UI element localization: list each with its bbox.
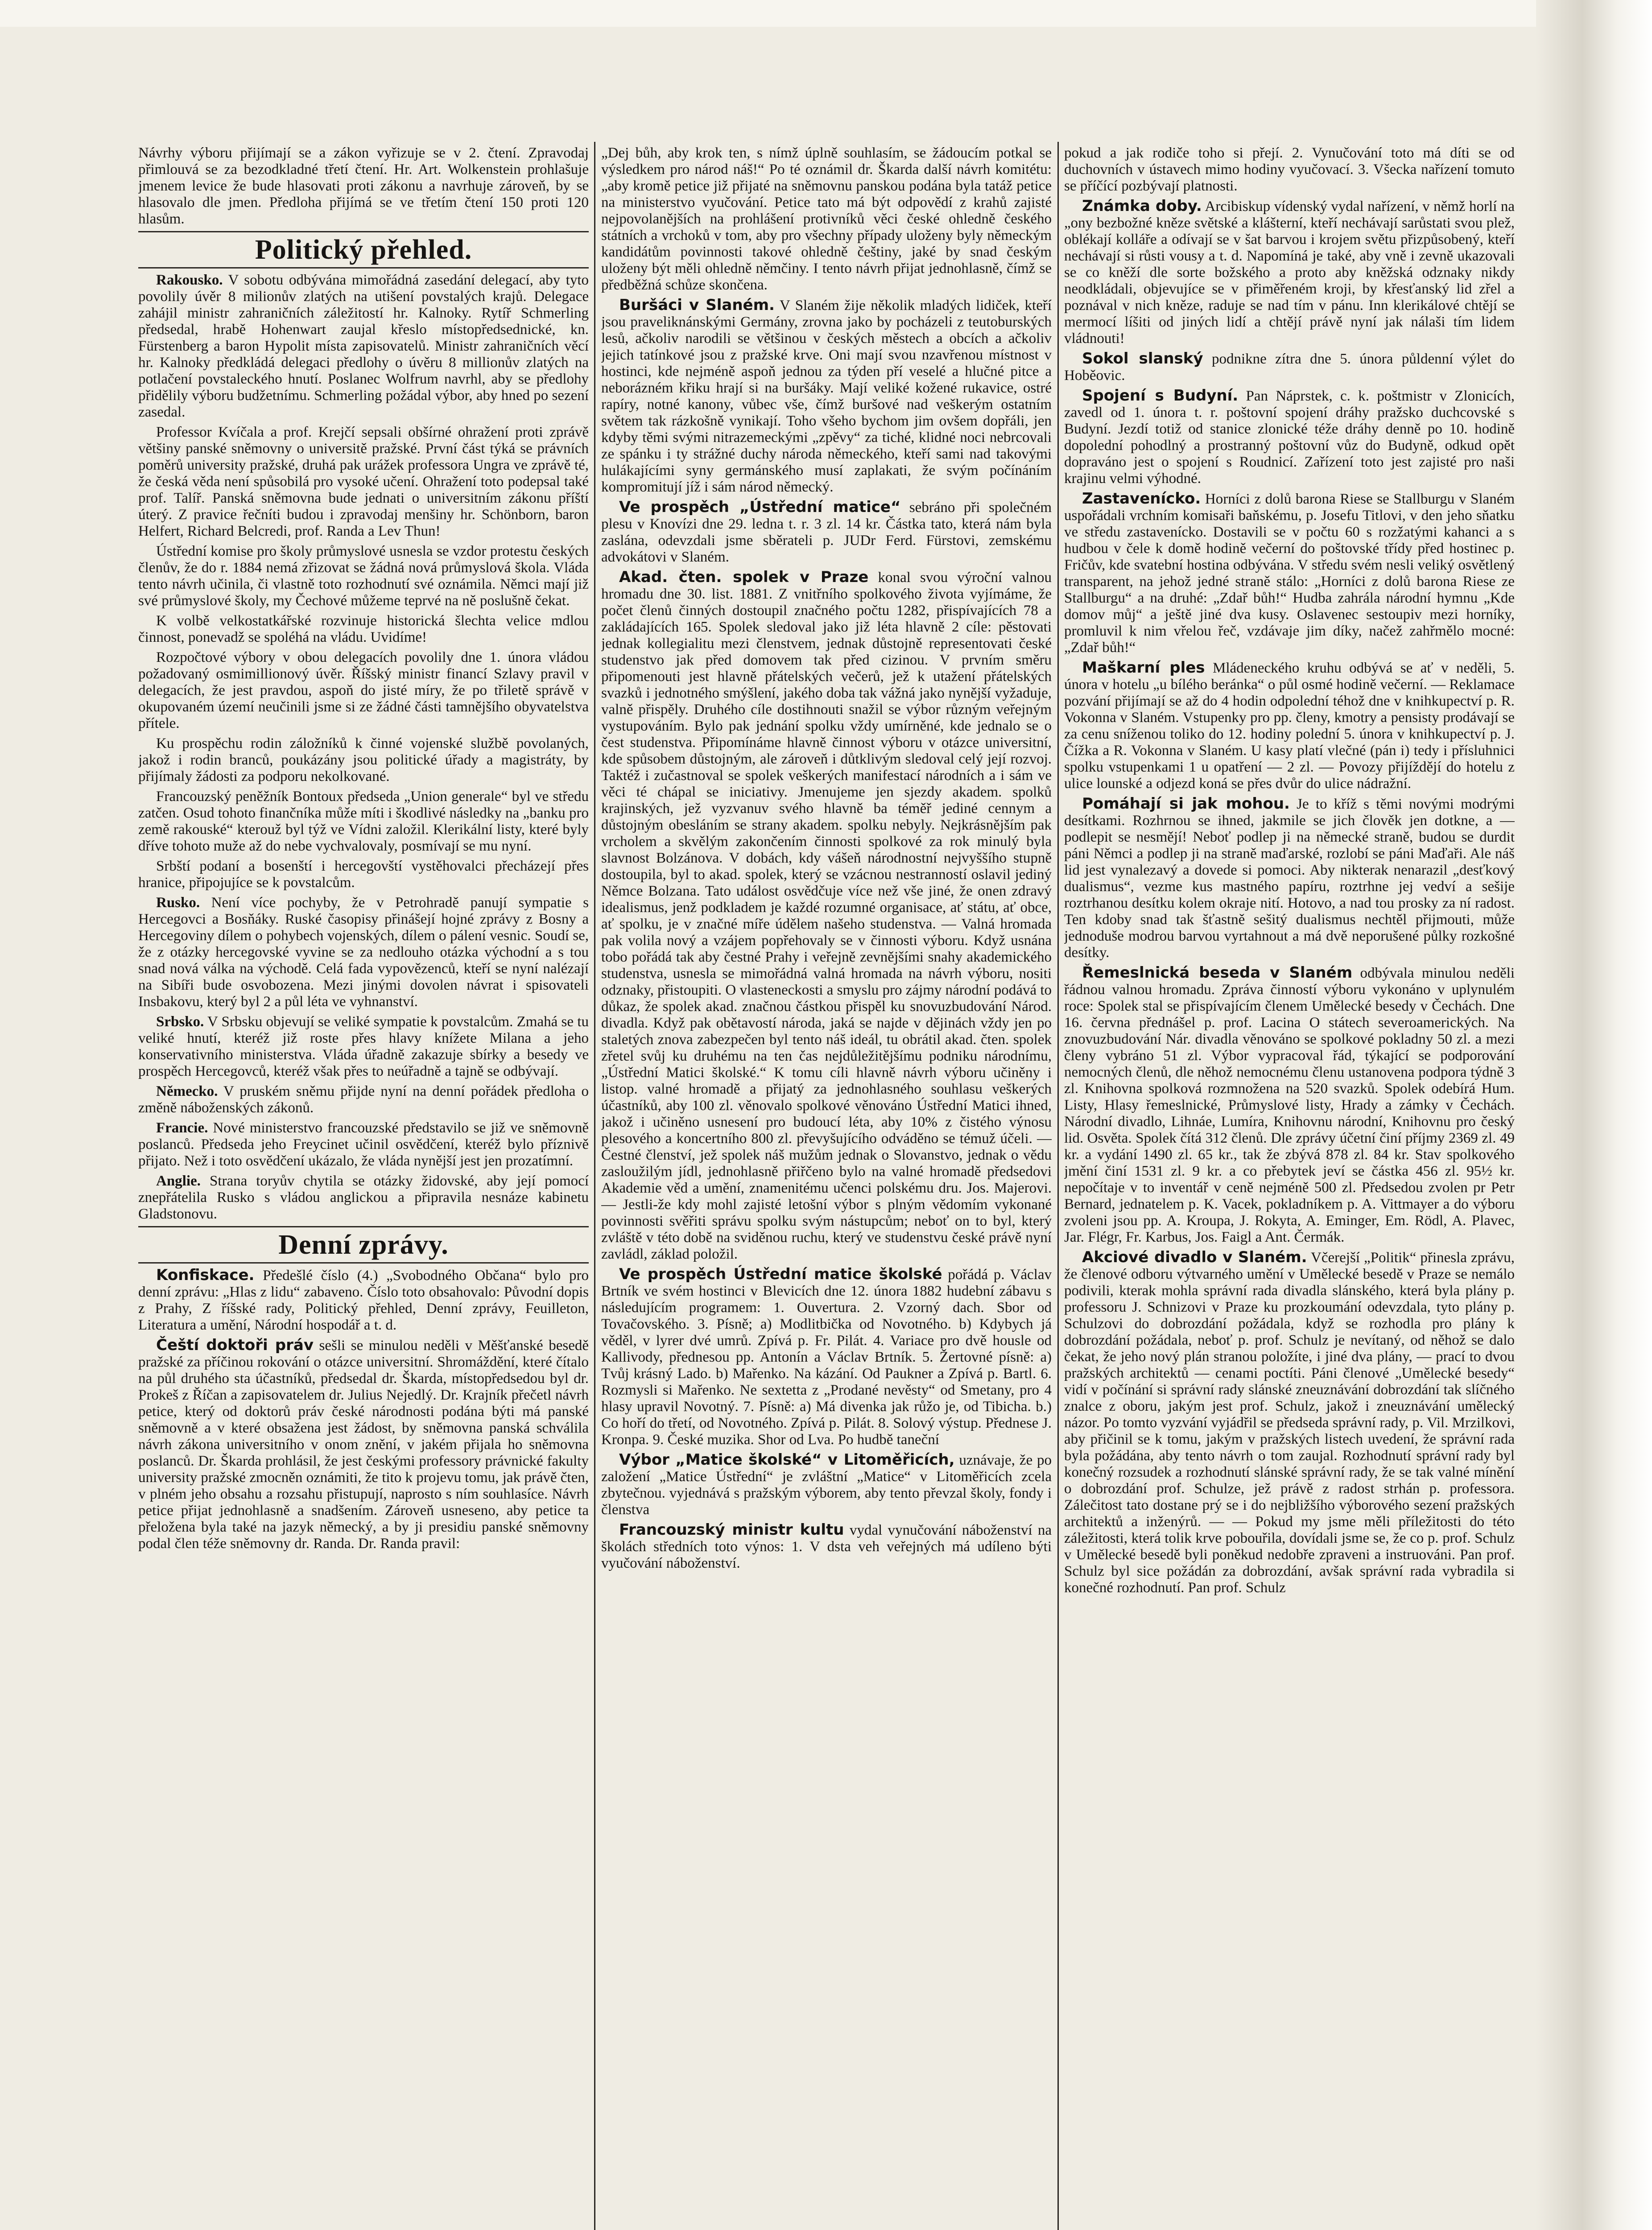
article-paragraph [138,272,589,421]
article-heading: Buršáci v Slaném. [619,296,775,314]
article-text: Horníci z dolů barona Riese se Stallburgu v Slaném uspořádali vrchním komisaři baňskému, p. Josefu Titlovi, v den jeho sňatku ve středu zastavenícko. Dostavili se v počtu 60 s rozžatými kahanci a s hudbou v čele k domě hodině večerní do poštovské třídy před hostinec p. Fričův, kde svatební hostina odbývána. V středu svém nesli veliký osvětlený transparent, na jehož jedné straně stálo: „Horníci z dolů barona Riese ze Stallburgu“ a na druhé: „Zdař bůh!“ Hudba zahrála národní hymnu „Kde domov můj“ a ještě jiné dva kusy. Oslavenec sestoupiv mezi horníky, promluvil k nim vřelou řeč, vzdávaje jim díky, načež zahřmělo mocné: „Zdař bůh!“ [1064,491,1515,656]
section-title-politicky-prehled: Politický přehled. [138,231,589,268]
article-paragraph [138,1120,589,1169]
column-3 [1064,145,1515,2230]
article-paragraph [138,1173,589,1222]
article-heading: Pomáhají si jak mohou. [1082,795,1290,813]
article-keyword: Rakousko. [156,272,223,288]
article-heading: Řemeslnická beseda v Slaném [1082,964,1353,982]
article-text: sešli se minulou neděli v Měšťanské besedě pražské za příčinou rokování o otázce universitní. Shromáždění, které čítalo na půl druhého sta účastníků, předsedal dr. Škarda, místopředsedou byl dr. Prokeš z Říčan a zapisovatelem dr. Julius Nejedlý. Dr. Krajník přečetl návrh petice, který od doktorů práv české národnosti podána býti má panské sněmovně a v které obsažena jest žádost, by sněmovna panská schválila návrh zákona universitního v onom znění, v jakém přijala ho sněmovna poslanců. Dr. Škarda prohlásil, že jest českými professory právnické fakulty university pražské zmocněn oznámiti, že tito k projevu tomu, jak právě čten, v plném jeho obsahu a rozsahu přistupují, naprosto s ním souhlasíce. Návrh petice přijat jednohlasně a snadšením. Zároveň usneseno, aby petice ta přeložena byla také na jazyk německý, a by ji presidiu panské sněmovny podal člen téže sněmovny dr. Randa. Dr. Randa pravil: [138,1338,589,1552]
article-paragraph [601,569,1052,1263]
article-text: Strana toryův chytila se otázky židovské, aby její pomocí znepřátelila Rusko s vládou anglickou a připravila nesnáze kabinetu Gladstonovu. [138,1173,589,1222]
article-text: Je to kříž s těmi novými modrými desítkami. Rozhrnou se ihned, jakmile se jich člověk jen dotkne, a — podlepit se nesmějí! Neboť podlep ji na německé straně, budou se durdit páni Němci a podlep ji na straně maďarské, rozlobí se páni Maďaři. Ale náš lid jest vynalezavý a dovede si pomoci. Aby nikterak nenarazil „desťkový dualismus“, vezme kus mastného papíru, roztrhne jej vedví a sešije roztrhanou desítku kolem okraje nití. Hotovo, a nad tou prosky za ní radost. Ten kdoby snad tak šťastně sešitý dualismus nechtěl přijmouti, může jednoduše modrou barvou vyrtahnout a má dvě neporušené půlky rozkošné desítky. [1064,796,1515,961]
article-paragraph: „Dej bůh, aby krok ten, s nímž úplně souhlasím, se žádoucím potkal se výsledkem pro národ náš!“ Po té oznámil dr. Škarda další návrh komitétu: „aby kromě petice již přijaté na sněmovnu panskou podána byla tatáž petice na ministerstvo vyučování. Petice tato má být odpovědí z krahů zajisté nejpovolanějších na prohlášení protivníků věci české ohledně českého státních a vrchoků v tom, aby pro všechny případy uloženy byly německým kandidátům povinnosti takové ohledně češtiny, jaké by snad českým uloženy být měli ohledně němčiny. I tento návrh přijat jednohlasně, čímž se předběžná schůze skončena. [601,145,1052,293]
article-text: V sobotu odbývána mimořádná zasedání delegací, aby tyto povolily úvěr 8 milionův zlatých na utišení povstalých krajů. Delegace zahájil ministr zahraničních záležitostí hr. Kalnoky. Rytíř Schmerling předsedal, hrabě Hohenwart zaujal křeslo místopředsednické, kn. Fürstenberg a baron Hypolit místa zapisovatelů. Ministr zahraničních věcí hr. Kalnoky předkládá delegaci předlohy o úvěru 8 millionův zlatých na potlačení povstaleckého hnutí. Poslanec Wolfrum navrhl, aby se předlohy přidělily výboru budžetnímu. Schmerling požádal výbor, aby hned po sezení zasedal. [138,272,589,420]
article-text: Nové ministerstvo francouzské představilo se již ve sněmovně poslanců. Předseda jeho Freycinet učinil osvědčení, kteréž bylo příznivě přijato. Než i toto osvědčení ukázalo, že vláda nynější jest jen prozatímní. [138,1120,589,1169]
article-paragraph: Francouzský peněžník Bontoux předseda „Union generale“ byl ve středu zatčen. Osud tohoto finančníka může míti i škodlivé následky na „banku pro země rakouské“ kterouž byl týž ve Vídni založil. Klerikální listy, které byly dříve tohoto muže až do nebe vychvalovaly, posmívají se mu nyní. [138,789,589,854]
article-text: odbývala minulou neděli řádnou valnou hromadu. Zpráva činností výboru vykonáno v uplynulém roce: Spolek stal se přispívajícím členem Umělecké besedy v Čechách. Dne 16. června přednášel p. prof. Lacina O státech severoamerických. Na znovuzbudování Nár. divadla věnováno se spolkové pokladny 50 zl. a mezi členy vybráno 51 zl. Výbor vypracoval řád, týkající se podporování nemocných členů, dle něhož nemocnému členu ustanovena podpora týdně 3 zl. Knihovna spolková rozmnožena na 520 svazků. Spolek odebírá Hum. Listy, Hlasy řemeslnické, Průmyslové listy, Hrady a zámky v Čechách. Národní divadlo, Lihnáe, Lumíra, Knihovnu národní, Knihovnu pro český lid. Osvěta. Spolek čítá 312 členů. Dle zprávy účetní činí příjmy 2369 zl. 49 kr. a vydání 1490 zl. 65 kr., tak že zbývá 878 zl. 84 kr. Stav spolkového jmění činí 1531 zl. 9 kr. a co přebytek jeví se částka 456 zl. 95½ kr. nepočítaje v to inventář v ceně nejméně 500 zl. Předsedou zvolen pr Petr Bernard, jednatelem p. K. Vacek, pokladníkem p. A. Vittmayer a do výboru zvoleni jsou pp. A. Kroupa, J. Rokyta, A. Eminger, Em. Rödl, A. Plavec, Jar. Flégr, Fr. Karbus, Jos. Faigl a Ant. Čermák. [1064,965,1515,1245]
article-paragraph: K volbě velkostatkářské rozvinuje historická šlechta velice mdlou činnost, ponevadž se spoléhá na vládu. Uvidíme! [138,613,589,645]
article-paragraph [138,1337,589,1552]
article-heading: Známka doby. [1082,197,1202,215]
article-paragraph [138,895,589,1010]
article-heading: Ve prospěch Ústřední matice školské [619,1265,942,1283]
article-paragraph [601,1522,1052,1572]
article-keyword: Německo. [156,1083,218,1099]
article-paragraph [1064,660,1515,792]
article-keyword: Rusko. [156,895,200,911]
column-rule [1057,142,1059,2230]
article-text: Pan Náprstek, c. k. poštmistr v Zlonicích, zavedl od 1. února t. r. poštovní spojení dráhy pražsko duchcovské s Budyní. Jezdí totiž od stanice zlonické téže dráhy denně po 10. hodině dopolední pohodlný a prostranný poštovní vůz do Budyně, odkud opět dopraváno jest o spojení s Roudnicí. Zařízení toto jest zajisté pro naši krajinu velmi výhodné. [1064,388,1515,487]
article-paragraph [1064,1249,1515,1596]
article-text: Mládeneckého kruhu odbývá se ať v neděli, 5. února v hotelu „u bílého beránka“ o půl osmé hodině večerní. — Reklamace pozvání přijímají se až do 4 hodin odpolední téhož dne v knihkupectví p. R. Vokonna v Slaném. Vstupenky pro pp. členy, kmotry a pensisty prodávají se za cenu sníženou toliko do 12. hodiny polední 5. února v knihkupectví p. J. Čížka a R. Vokonna v Slaném. U kasy platí vlečné (pán i) tedy i přísluhnici spolku vstupenkami 1 u opatření — 2 zl. — Povozy přijíždějí do hotelu z ulice lounské a odjezd koná se přes dvůr do ulice nádražní. [1064,660,1515,792]
article-heading: Konfiskace. [156,1266,255,1284]
article-text: Není více pochyby, že v Petrohradě panují sympatie s Hercegovci a Bosňáky. Ruské časopisy přinášejí hojné zprávy z Bosny a Hercegoviny dílem o pohybech vojenských, dílem o pálení vesnic. Soudí se, že z otázky hercegovské vyvine se za nedlouho otázka východní a s tou snad nová válka na východě. Celá fada vypovězenců, kteří se nyní nalézají na Sibíři bude osvobozena. Mezi jinými dovolen návrat i spisovateli Insbakovu, který byl 2 a půl léta ve vyhnanství. [138,895,589,1010]
article-paragraph [601,1452,1052,1518]
article-heading: Ve prospěch „Ústřední matice“ [619,498,901,516]
article-text: V pruském sněmu přijde nyní na denní pořádek předloha o změně náboženských zákonů. [138,1083,589,1116]
article-paragraph: Ústřední komise pro školy průmyslové usnesla se vzdor protestu českých členův, že do r. 1884 nemá zřizovat se žádná nová průmyslová škola. Vláda tento návrh učinila, či vlastně toto rozhodnutí své oznámila. Němci mají již své průmyslové školy, my Čechové můžeme teprvé na ně poslušně čekat. [138,543,589,609]
article-heading: Sokol slanský [1082,350,1203,368]
article-heading: Akad. čten. spolek v Praze [619,568,869,586]
article-heading: Francouzský ministr kultu [619,1521,844,1539]
article-heading: Spojení s Budyní. [1082,387,1239,405]
article-text: sebráno při společném plesu v Knovízi dne 29. ledna t. r. 3 zl. 14 kr. Částka tato, která nám byla zaslána, odevzdali jsme sběrateli p. JUDr Ferd. Fürstovi, zemskému advokátovi v Slaném. [601,500,1052,565]
article-paragraph [1064,198,1515,347]
article-paragraph [1064,491,1515,656]
article-text: uznávaje, že po založení „Matice Ústřední“ je zvláštní „Matice“ v Litoměřicích zcela zbytečnou. vyjednává s pražským výborem, aby tento převzal školy, fondy i členstva [601,1452,1052,1518]
article-text: pořádá p. Václav Brtník ve svém hostinci v Blevicích dne 12. února 1882 hudební zábavu s následujícím programem: 1. Ouvertura. 2. Vzorný dach. Sbor od Tovačovského. 3. Písně; a) Modlitbička od Novotného. b) Kdybych já věděl, v lyrer dvé umrů. Zpívá p. Fr. Pilát. 4. Variace pro dvě housle od Kallivody, přednesou pp. Antonín a Václav Brtník. 5. Žertovné písně: a) Tvůj krásný Lado. b) Mařenko. Na kázání. Od Paukner a Zpívá p. Bartl. 6. Rozmysli si Mařenko. Ne sextetta z „Prodané nevěsty“ od Smetany, pro 4 hlasy upravil Novotný. 7. Písně: a) Má divenka jak růžo je, od Tibicha. b.) Co hoří do třetí, od Novotného. Zpívá p. Pilát. 8. Solový výstup. Přednese J. Kronpa. 9. České muzika. Shor od Lva. Po hudbě taneční [601,1267,1052,1448]
article-paragraph: Srbští podaní a bosenští i hercegovští vystěhovalci přecházejí přes hranice, připojujíce se k povstalcům. [138,858,589,891]
article-heading: Výbor „Matice školské“ v Litoměřicích, [619,1451,955,1469]
article-text: podnikne zítra dne 5. února půldenní výlet do Hoběovic. [1064,351,1515,384]
column-2 [601,145,1052,2230]
article-paragraph: Professor Kvíčala a prof. Krejčí sepsali obšírné ohražení proti zprávě většiny panské sněmovny o universitě pražské. První část týká se právních poměrů university pražské, druhá pak urážek professora Ungra ve zprávě té, že česká věda není spůsobilá pro vysoké učení. Ohražení toto podepsal také prof. Talíř. Panská sněmovna bude jednati o universitním zákonu příští úterý. Z pravice řečníti budou i zpravodaj menšiny hr. Schönborn, baron Helfert, Richard Belcredi, prof. Randa a Lev Thun! [138,424,589,539]
page-margin-top [0,0,1652,27]
article-text: Předešlé číslo (4.) „Svobodného Občana“ bylo pro denní zprávu: „Hlas z lidu“ zabaveno. Číslo toto obsahovalo: Původní dopis z Prahy, Z říšské rady, Politický přehled, Denní zprávy, Feuilleton, Literatura a umění, Národní hospodář a t. d. [138,1268,589,1333]
page-binding-edge [1536,0,1652,2230]
article-heading: Maškarní ples [1082,659,1205,677]
article-text: vydal vynučování náboženství na školách středních toto výnos: 1. V dsta veh veřejných má udíleno býti vyučování náboženství. [601,1522,1052,1571]
article-paragraph [1064,965,1515,1246]
article-text: Arcibiskup vídenský vydal nařízení, v němž horlí na „ony bezbožné kněze světské a klášterní, kteří nechávají sarůstati svou plež, oblékají kolláře a odívají se v šat barvou i krojem světu přizpůsobený, kteří nechávají si růsti vousy a t. d. Napomíná je také, aby vně i zevně ukazovali se co kněží dle sorte božského a proto aby kněžská odznaky nikdy neodkládali, objevujíce se v přiměřeném kroji, by křesťanský lid zřel a poznával v nich kněze, raduje se nad tím v pánu. Inn klerikálové chtějí se mermocí líšiti od jiných lidí a chtějí právě nyní jak nálaši tím lidem vládnouti! [1064,198,1515,347]
column-rule [594,142,595,2230]
article-heading: Akciové divadlo v Slaném. [1082,1248,1307,1266]
article-text: V Slaném žije několik mladých lidiček, kteří jsou praveliknánskými Germány, zrovna jako by pocházeli z teutoburských lesů, ačkoliv narodili se většinou v českých městech a obcích a ačkoliv jejich tatínkové jsou z pražské krve. Oni mají svou nzavřenou místnost v hostinci, kde nejméně aspoň jednou za týden pří veselé a hlučné pitce a neborázném křiku hrají si na buršáky. Mají veliké kožené rukavice, ostré rapíry, notné kanony, vůbec vše, čímž buršové nad veškerým ostatním světem tak rázkošně vynikají. Toho všeho bychom jim ovšem dopřáli, jen kdyby těmi svými nitrazemeckými „zpěvy“ za tiché, klidné noci nebrcovali ze spánku i ty strážné duchy národa německého, kteří sami nad takovými hulákajícími syny germánského musí zaplakati, že svým počínáním kompromitují jíž i sám národ německý. [601,297,1052,495]
article-paragraph [138,1014,589,1080]
article-paragraph: Návrhy výboru přijímají se a zákon vyřizuje se v 2. čtení. Zpravodaj přimlouvá se za bezodkladné třetí čtení. Hr. Art. Wolkenstein prohlašuje jmenem levice že bude hlasovati proti zákonu a navrhuje zároveň, by se hlasovalo dle jmen. Předloha přijímá se ve třetím čtení 150 proti 120 hlasům. [138,145,589,227]
article-keyword: Anglie. [156,1173,201,1189]
article-heading: Čeští doktoři práv [156,1336,314,1354]
article-paragraph [1064,388,1515,487]
column-1 [138,145,589,2230]
article-paragraph [138,1267,589,1334]
article-paragraph [601,499,1052,566]
article-paragraph: Rozpočtové výbory v obou delegacích povolily dne 1. února vládou požadovaný osmimillionový úvěr. Říšský ministr financí Szlavy pravil v delegacích, že jest pravdou, aspoň do jisté míry, že po třiletě správě v okupovaném území neučinili jsme si ze žádné části tamnějšího obyvatelstva přítele. [138,649,589,731]
article-paragraph [138,1083,589,1116]
article-paragraph [1064,351,1515,384]
article-text: Včerejší „Politik“ přinesla zprávu, že členové odboru výtvarného umění v Umělecké besedě v Praze se nemálo podivili, kterak mohla správní rada divadla slánského, která byla plány p. professoru J. Schnizovi v Praze ku prozkoumání odevzdala, tyto plány p. Schulzovi do dobrozdání požádala, když se rozhodla pro plány k dobrozdání požádala, neboť p. prof. Schulz je nevítaný, od něhož se dalo čekat, že jeho nový plán stranou položíte, i jiné dva plány, — prací to dvou pražských architektů — cenami poctíti. Páni členové „Umělecké besedy“ vidí v počínání si správní rady slánské zneuznávání dobrozdání tak slíčného znalce z oboru, jakým jest prof. Schulz, jakož i zneuznávání umělecký názor. Po tomto vyzvání vyjádřil se předseda správní rady, p. Vil. Mrzilkovi, aby přičinil se k tomu, jakým v pražských listech uvedení, že správní rada byla požádána, aby tento návrh o tom zaujal. Rozhodnutí správní rady byl konečný rozsudek a rozhodnutí slánské správní rady, že se tak valné mínění o dobrozdání prof. Schulze, jež právě z radost strhán p. professora. Zálečitost tato dostane prý se i do nejbližšího výborového sezení pražských architektů a inženýrů. — — Pokud my jsme měli příležitosti do této záležitosti, která tolik krve pobouřila, dovídali jsme se, že co p. prof. Schulz v Umělecké besedě byli poněkud nedobře zpraveni a instruováni. Pan prof. Schulz byl sice požádán za dobrozdání, avšak správní rada vybradila si konečné rozhodnutí. Pan prof. Schulz [1064,1250,1515,1596]
article-text: konal svou výroční valnou hromadu dne 30. list. 1881. Z vnitřního spolkového života vyjímáme, že počet členů činných dostoupil značného počtu 1282, přispívajících 78 a zakládajících 165. Spolek sledoval jako již léta hlavně 2 cíle: pěstovati jednak kollegialitu mezi členstvem, jednak důstojně representovati české studenstvo jak před domovem tak před cizinou. V prvním směru připomenouti jest hlavně přátelských večerů, jež k utažení přátelských svazků i jednotného smýšlení, jakého doba tak vážná jako nynější vyžaduje, valně přispěly. Druhého cíle dostihnouti snažil se výbor různým veřejným vystupováním. Bylo pak jednání spolku vždy umírněné, kde jednalo se o čest studenstva. Připomínáme hlavně činnost výboru v otázce universitní, kde spůsobem důstojným, ale zároveň i důtklivým sledoval celý její rozvoj. Taktéž i zučastnoval se spolek veškerých manifestací národních a i sám ve věci té chápal se iniciativy. Jmenujeme jen sjezdy akadem. spolků krajinských, jež vyzvanuv svého hlavně ba téměř jediné cennym a důstojným obesláním se strany akadem. spolku nebyly. Nejkrásnějším pak vrcholem a skvělým zakončením činnosti spolkové za rok minulý byla slavnost Bolzánova. V dobách, kdy vášeň národnostní nejvyššího stupně dostoupila, byl to akad. spolek, který se vzácnou nestranností oslavil jediný Němce Bolzana. Tato událost osvědčuje více než vše jiné, že onen zdravý idealismus, jenž podkladem je každé rozumné organisace, ať státu, ať obce, ať spolku, je v značné míře údělem našeho studenstva. — Valná hromada pak volila nový a vzájem popřehovaly se v činnosti výboru. Když usnána tobo pořádá tak aby čestné Prahy i veřejně zevnějšími snahy akademického studenstva, usnesla se mimořádná valná hromada na návrh výboru, nositi odznaky, přistoupiti. O vlasteneckosti a smyslu pro zájmy národní podává to důkaz, že spolek akad. značnou částkou přispěl ku snovuzbudování Národ. divadla. Když pak obětavostí národa, jaká se najde v dějinách vždy jen po staletých znova zabezpečen byl tento náš ideál, tu obrátil akad. čten. spolek zřetel svůj ku druhému na ten čas nejdůležitějšímu podniku národnímu, „Ústřední Matici školské.“ K tomu cíli hlavně návrh výboru učiněny i listop. valné hromadě a přijatý za jednohlasného souhlasu veškerých účastníků, aby 100 zl. věnovalo spolkové věnováno Ústřední Matici ihned, jakož i učiněno usnesení pro budoucí léta, aby 10% z čistého výnosu plesového a koncertního 800 zl. převyšujícího odváděno se témuž účeli. — Čestné členství, jež spolek náš mužům jednak o Slovanstvo, jednak o vědu zasloužilým jídl, jednohlasně přiřčeno bylo na valné hromadě předsedovi Akademie věd a umění, znamenitému učenci polskému dru. Jos. Majerovi. — Jestli-že kdy mohl zajisté letošní výbor s plným vědomím vykonané povinnosti svěřiti správu spolku svým nástupcům; neboť on to byl, který zvláště v této době na sviděnou ruchu, který ve studenstvu české právě nyní zavládl, základ položil. [601,570,1052,1262]
article-paragraph [601,297,1052,496]
article-paragraph [1064,796,1515,961]
article-keyword: Francie. [156,1120,208,1136]
article-paragraph [601,1266,1052,1448]
article-heading: Zastavenícko. [1082,490,1201,508]
section-title-denni-zpravy: Denní zprávy. [138,1226,589,1264]
article-paragraph: Ku prospěchu rodin záložníků k činné vojenské službě povolaných, jakož i rodin branců, poukázány jsou politické úřady a magistráty, by přijímaly žádosti za podporu nekolkované. [138,735,589,785]
article-paragraph: pokud a jak rodiče toho si přejí. 2. Vynučování toto má díti se od duchovních v ústavech mimo hodiny vyučovací. 3. Všecka nařízení tomuto se příčící pozbývají platnosti. [1064,145,1515,194]
article-keyword: Srbsko. [156,1014,204,1030]
article-text: V Srbsku objevují se veliké sympatie k povstalcům. Zmahá se tu veliké hnutí, kteréž již roste přes hlavy knížete Milana a jeho konservativního ministerstva. Vláda úřadně zakazuje sbírky a besedy ve prospěch Hercegovců, kteréž však přes to neúřadně a tajně se odbývají. [138,1014,589,1079]
